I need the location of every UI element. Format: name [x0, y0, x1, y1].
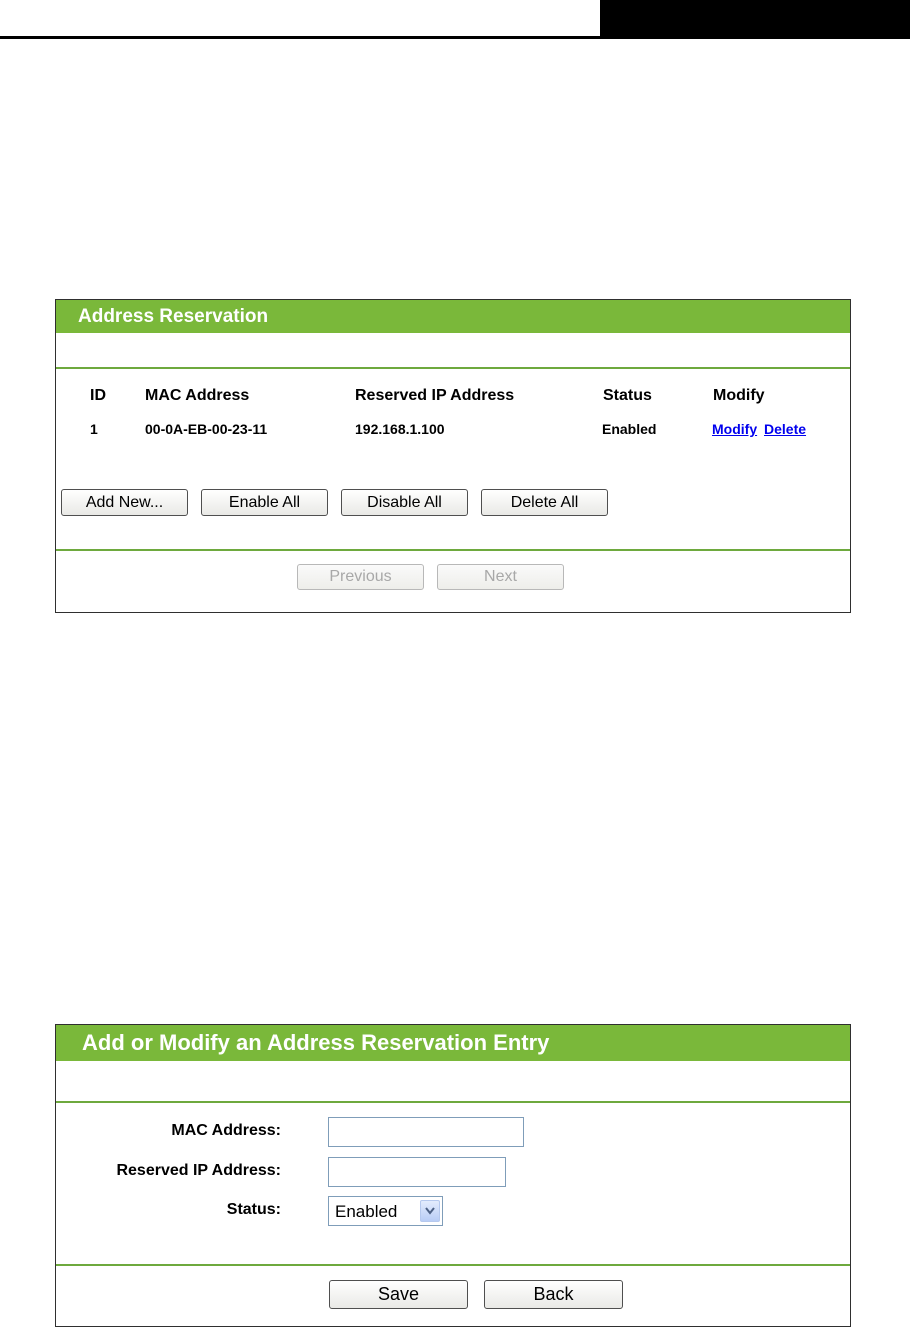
chevron-down-icon[interactable] [420, 1200, 440, 1222]
column-header-id: ID [90, 387, 106, 404]
modify-link[interactable]: Modify [712, 421, 758, 437]
page-header-block [600, 0, 910, 39]
column-header-status: Status [603, 387, 652, 404]
page-header-rule [0, 36, 600, 39]
enable-all-button[interactable]: Enable All [201, 489, 328, 516]
column-header-ip: Reserved IP Address [355, 387, 515, 404]
back-button[interactable]: Back [484, 1280, 623, 1309]
row-status: Enabled [602, 421, 657, 437]
address-reservation-panel [55, 299, 851, 613]
column-header-mac: MAC Address [145, 387, 250, 404]
reserved-ip-input[interactable] [328, 1157, 506, 1187]
status-select-value: Enabled [335, 1202, 398, 1221]
row-reserved-ip: 192.168.1.100 [355, 421, 445, 437]
status-select[interactable] [328, 1196, 443, 1226]
mac-address-input[interactable] [328, 1117, 524, 1147]
next-button[interactable]: Next [437, 564, 564, 590]
divider [56, 549, 850, 551]
column-header-modify: Modify [713, 387, 765, 404]
disable-all-button[interactable]: Disable All [341, 489, 468, 516]
reserved-ip-label: Reserved IP Address: [116, 1162, 281, 1179]
divider [56, 367, 850, 369]
previous-button[interactable]: Previous [297, 564, 424, 590]
entry-form-title: Add or Modify an Address Reservation Entry [56, 1025, 850, 1061]
row-mac-address: 00-0A-EB-00-23-11 [145, 421, 268, 437]
divider [56, 1264, 850, 1266]
delete-all-button[interactable]: Delete All [481, 489, 608, 516]
save-button[interactable]: Save [329, 1280, 468, 1309]
status-label: Status: [226, 1201, 281, 1218]
address-reservation-title: Address Reservation [56, 300, 850, 333]
entry-form-panel [55, 1024, 851, 1327]
delete-link[interactable]: Delete [764, 421, 807, 437]
add-new-button[interactable]: Add New... [61, 489, 188, 516]
row-id: 1 [90, 421, 98, 437]
mac-address-label: MAC Address: [171, 1122, 281, 1139]
divider [56, 1101, 850, 1103]
